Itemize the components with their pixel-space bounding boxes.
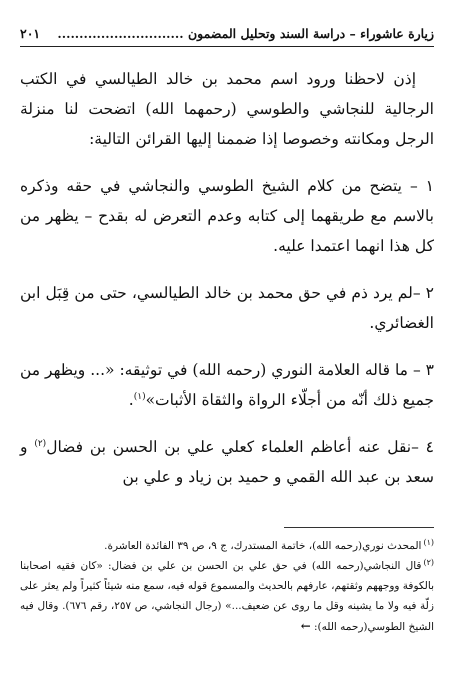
evidence-item-3-end: . bbox=[128, 391, 134, 409]
footnote-2-mark: (٢) bbox=[423, 557, 434, 567]
footnote-1-text: المحدث نوري(رحمه الله)، خاتمة المستدرك، ج ٩، ص ٣٩ الفائدة العاشرة. bbox=[104, 540, 422, 552]
intro-paragraph: إذن لاحظنا ورود اسم محمد بن خالد الطيالسي في الكتب الرجالية للنجاشي والطوسي (رحمهما الله) اتضحت لنا منزلة الرجل ومكانته وخصوصا إذا ضممنا إليها القرائن التالية: bbox=[20, 70, 434, 148]
continuation-arrow-icon: ← bbox=[300, 619, 311, 633]
evidence-item-2: ٢ –لم يرد ذم في حق محمد بن خالد الطيالسي، حتى من قِبَل ابن الغضائري. bbox=[20, 284, 434, 332]
footnote-ref-1[interactable]: (١) bbox=[133, 391, 146, 402]
evidence-item-3 bbox=[20, 355, 434, 415]
footnote-1-mark: (١) bbox=[423, 537, 434, 547]
footnote-2-text: قال النجاشي(رحمه الله) في حق علي بن الحسن بن علي بن فضال: «كان فقيه اصحابنا بالكوفة ووجههم وثقتهم، عارفهم بالحديث والمسموع قوله فيه، سمع منه شيئاً كثيراً ولم يعثر على زلّة فيه ولا ما يشينه وقل ما روى عن ضعيف...» (رجال النجاشي، ص ٢٥٧، رقم ٦٧٦). وقال فيه الشيخ الطوسي(رحمه الله): bbox=[20, 560, 434, 633]
main-text bbox=[20, 64, 434, 509]
page-number: ٢٠١ bbox=[20, 26, 41, 41]
evidence-item-4-text-b: و سعد بن عبد الله القمي و حميد بن زياد و علي بن bbox=[20, 438, 434, 486]
footnote-ref-2[interactable]: (٢) bbox=[34, 438, 47, 449]
footnote-2 bbox=[20, 556, 434, 637]
footnote-1 bbox=[20, 536, 434, 556]
evidence-item-1: ١ – يتضح من كلام الشيخ الطوسي والنجاشي في حقه وذكره بالاسم مع طريقهما إلى كتابه وعدم التعرض له بقدح – يظهر من كل هذا انهما اعتمدا عليه. bbox=[20, 177, 434, 255]
evidence-item-4 bbox=[20, 432, 434, 492]
page-header bbox=[20, 24, 434, 47]
evidence-item-4-text-a: ٤ –نقل عنه أعاظم العلماء كعلي علي بن الحسن بن فضال bbox=[46, 438, 434, 456]
footnotes bbox=[20, 536, 434, 637]
footnote-separator bbox=[284, 527, 434, 528]
evidence-item-3-text: ٣ – ما قاله العلامة النوري (رحمه الله) في توثيقه: «... ويظهر من جميع ذلك أنّه من أجلّاء الرواة والثقاة الأثبات» bbox=[20, 361, 434, 409]
running-title: زيارة عاشوراء – دراسة السند وتحليل المضمون ............................. bbox=[57, 26, 434, 41]
